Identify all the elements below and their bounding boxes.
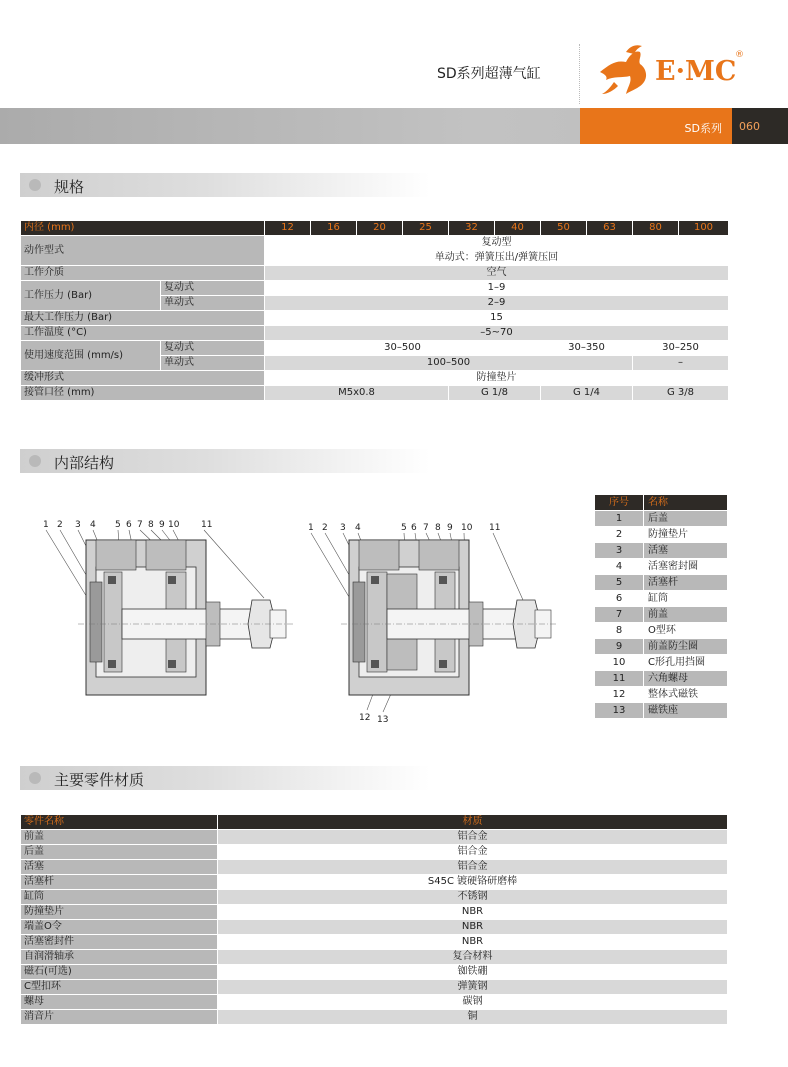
legend-row — [595, 671, 728, 687]
parts-legend-table — [594, 494, 728, 719]
callout-label: 9 — [159, 520, 165, 530]
legend-no: 10 — [595, 655, 644, 671]
materials-row — [21, 995, 728, 1010]
callout-label: 8 — [148, 520, 154, 530]
legend-no: 7 — [595, 607, 644, 623]
callout-label: 8 — [435, 523, 441, 533]
section-heading-materials — [20, 766, 430, 790]
legend-no: 6 — [595, 591, 644, 607]
materials-row — [21, 845, 728, 860]
callout-label: 10 — [461, 523, 473, 533]
bore-label: 内径 (mm) — [21, 221, 265, 236]
spec-table — [20, 220, 729, 401]
legend-no: 5 — [595, 575, 644, 591]
legend-name: 整体式磁铁 — [644, 687, 728, 703]
part-name: 活塞杆 — [21, 875, 218, 890]
legend-name: O型环 — [644, 623, 728, 639]
material-value: 铝合金 — [218, 830, 728, 845]
cylinder-diagram-double — [38, 512, 298, 712]
pressure-label: 工作压力 (Bar) — [21, 281, 161, 311]
bore-value: 40 — [495, 221, 541, 236]
callout-label: 13 — [377, 715, 389, 725]
section-title: 内部结构 — [54, 454, 115, 472]
single-acting-label: 单动式 — [161, 356, 265, 371]
legend-name: 后盖 — [644, 511, 728, 527]
legend-row — [595, 511, 728, 527]
legend-no: 12 — [595, 687, 644, 703]
port-value: G 1/8 — [449, 386, 541, 401]
pressure-double: 1–9 — [265, 281, 729, 296]
legend-header-no: 序号 — [595, 495, 644, 511]
cushion-label: 缓冲形式 — [21, 371, 265, 386]
callout-label: 2 — [322, 523, 328, 533]
materials-row — [21, 935, 728, 950]
part-name: 端盖O令 — [21, 920, 218, 935]
materials-header-row — [21, 815, 728, 830]
materials-row — [21, 830, 728, 845]
material-value: 铜 — [218, 1010, 728, 1025]
legend-no: 11 — [595, 671, 644, 687]
speed-double-value: 30–500 — [265, 341, 541, 356]
callout-label: 6 — [126, 520, 132, 530]
port-value: G 1/4 — [541, 386, 633, 401]
action-double: 复动型 — [265, 236, 729, 251]
materials-table — [20, 814, 728, 1025]
port-label: 接管口径 (mm) — [21, 386, 265, 401]
medium-label: 工作介质 — [21, 266, 265, 281]
callout-label: 1 — [43, 520, 49, 530]
spec-row-pressure-double — [21, 281, 729, 296]
legend-row — [595, 575, 728, 591]
legend-row — [595, 639, 728, 655]
legend-row — [595, 527, 728, 543]
spec-row-action — [21, 236, 729, 251]
section-bullet-icon — [29, 179, 41, 191]
material-value: 不锈钢 — [218, 890, 728, 905]
section-bullet-icon — [29, 455, 41, 467]
page-number: 060 — [739, 120, 760, 133]
legend-name: 活塞密封圈 — [644, 559, 728, 575]
bore-value: 80 — [633, 221, 679, 236]
materials-row — [21, 980, 728, 995]
legend-name: 防撞垫片 — [644, 527, 728, 543]
legend-no: 4 — [595, 559, 644, 575]
legend-no: 13 — [595, 703, 644, 719]
legend-name: 前盖 — [644, 607, 728, 623]
materials-row — [21, 860, 728, 875]
legend-no: 3 — [595, 543, 644, 559]
legend-no: 2 — [595, 527, 644, 543]
material-value: 碳钢 — [218, 995, 728, 1010]
callout-label: 4 — [90, 520, 96, 530]
part-name: 后盖 — [21, 845, 218, 860]
spec-row-medium — [21, 266, 729, 281]
page-number-box — [732, 108, 788, 144]
spec-row-cushion — [21, 371, 729, 386]
registered-mark: ® — [735, 50, 744, 60]
cushion-value: 防撞垫片 — [265, 371, 729, 386]
legend-name: 六角螺母 — [644, 671, 728, 687]
callout-label: 11 — [201, 520, 213, 530]
material-value: 弹簧钢 — [218, 980, 728, 995]
material-value: 铝合金 — [218, 860, 728, 875]
cylinder-diagram-magnet — [303, 512, 563, 727]
part-name: 活塞 — [21, 860, 218, 875]
spec-header-row — [21, 221, 729, 236]
material-value: 铷铁硼 — [218, 965, 728, 980]
materials-row — [21, 890, 728, 905]
callout-label: 4 — [355, 523, 361, 533]
part-name: 螺母 — [21, 995, 218, 1010]
header-divider — [579, 44, 581, 104]
legend-no: 1 — [595, 511, 644, 527]
legend-header-row — [595, 495, 728, 511]
part-name: 防撞垫片 — [21, 905, 218, 920]
medium-value: 空气 — [265, 266, 729, 281]
material-value: NBR — [218, 920, 728, 935]
action-label: 动作型式 — [21, 236, 265, 266]
speed-single-value: – — [633, 356, 729, 371]
legend-name: 磁铁座 — [644, 703, 728, 719]
part-name: 磁石(可选) — [21, 965, 218, 980]
part-name: 活塞密封件 — [21, 935, 218, 950]
legend-name: 前盖防尘圈 — [644, 639, 728, 655]
part-name: 消音片 — [21, 1010, 218, 1025]
callout-label: 1 — [308, 523, 314, 533]
single-acting-label: 单动式 — [161, 296, 265, 311]
legend-name: 活塞 — [644, 543, 728, 559]
callout-label: 7 — [423, 523, 429, 533]
material-value: 复合材料 — [218, 950, 728, 965]
material-value: NBR — [218, 935, 728, 950]
legend-name: 缸筒 — [644, 591, 728, 607]
legend-no: 9 — [595, 639, 644, 655]
materials-row — [21, 965, 728, 980]
callout-label: 7 — [137, 520, 143, 530]
spec-row-speed-double — [21, 341, 729, 356]
bore-value: 20 — [357, 221, 403, 236]
spec-row-temperature — [21, 326, 729, 341]
section-heading-structure — [20, 449, 430, 473]
callout-label: 3 — [340, 523, 346, 533]
legend-row — [595, 687, 728, 703]
legend-row — [595, 703, 728, 719]
section-heading-specs — [20, 173, 430, 197]
callout-label: 3 — [75, 520, 81, 530]
bore-value: 12 — [265, 221, 311, 236]
callout-label: 2 — [57, 520, 63, 530]
section-bullet-icon — [29, 772, 41, 784]
materials-header-material: 材质 — [218, 815, 728, 830]
action-single: 单动式：弹簧压出/弹簧压回 — [265, 251, 729, 266]
temperature-value: –5~70 — [265, 326, 729, 341]
series-tab-label: SD系列 — [684, 122, 722, 135]
legend-name: 活塞杆 — [644, 575, 728, 591]
port-value: M5x0.8 — [265, 386, 449, 401]
brand-name: E·MC — [655, 56, 737, 87]
materials-row — [21, 1010, 728, 1025]
legend-row — [595, 623, 728, 639]
port-value: G 3/8 — [633, 386, 729, 401]
bore-value: 32 — [449, 221, 495, 236]
speed-single-value: 100–500 — [265, 356, 633, 371]
speed-label: 使用速度范围 (mm/s) — [21, 341, 161, 371]
callout-label: 5 — [401, 523, 407, 533]
bore-value: 63 — [587, 221, 633, 236]
legend-row — [595, 543, 728, 559]
section-title: 主要零件材质 — [54, 771, 145, 789]
part-name: 自润滑轴承 — [21, 950, 218, 965]
part-name: C型扣环 — [21, 980, 218, 995]
materials-header-part: 零件名称 — [21, 815, 218, 830]
bore-value: 50 — [541, 221, 587, 236]
legend-row — [595, 607, 728, 623]
legend-row — [595, 559, 728, 575]
materials-row — [21, 875, 728, 890]
materials-row — [21, 950, 728, 965]
material-value: NBR — [218, 905, 728, 920]
legend-name: C形孔用挡圈 — [644, 655, 728, 671]
double-acting-label: 复动式 — [161, 281, 265, 296]
legend-row — [595, 655, 728, 671]
bore-value: 100 — [679, 221, 729, 236]
section-title: 规格 — [54, 178, 85, 196]
callout-label: 6 — [411, 523, 417, 533]
spec-row-max-pressure — [21, 311, 729, 326]
material-value: 铝合金 — [218, 845, 728, 860]
speed-double-value: 30–250 — [633, 341, 729, 356]
max-pressure-label: 最大工作压力 (Bar) — [21, 311, 265, 326]
spec-row-port — [21, 386, 729, 401]
page-title: SD系列超薄气缸 — [437, 66, 541, 82]
legend-no: 8 — [595, 623, 644, 639]
double-acting-label: 复动式 — [161, 341, 265, 356]
part-name: 缸筒 — [21, 890, 218, 905]
callout-label: 9 — [447, 523, 453, 533]
pressure-single: 2–9 — [265, 296, 729, 311]
legend-row — [595, 591, 728, 607]
legend-header-name: 名称 — [644, 495, 728, 511]
callout-label: 12 — [359, 713, 371, 723]
materials-row — [21, 920, 728, 935]
temperature-label: 工作温度 (°C) — [21, 326, 265, 341]
series-tab — [580, 108, 732, 144]
max-pressure-value: 15 — [265, 311, 729, 326]
part-name: 前盖 — [21, 830, 218, 845]
callout-label: 10 — [168, 520, 180, 530]
callout-label: 11 — [489, 523, 501, 533]
speed-double-value: 30–350 — [541, 341, 633, 356]
material-value: S45C 镀硬铬研磨棒 — [218, 875, 728, 890]
bore-value: 25 — [403, 221, 449, 236]
materials-row — [21, 905, 728, 920]
bore-value: 16 — [311, 221, 357, 236]
callout-label: 5 — [115, 520, 121, 530]
